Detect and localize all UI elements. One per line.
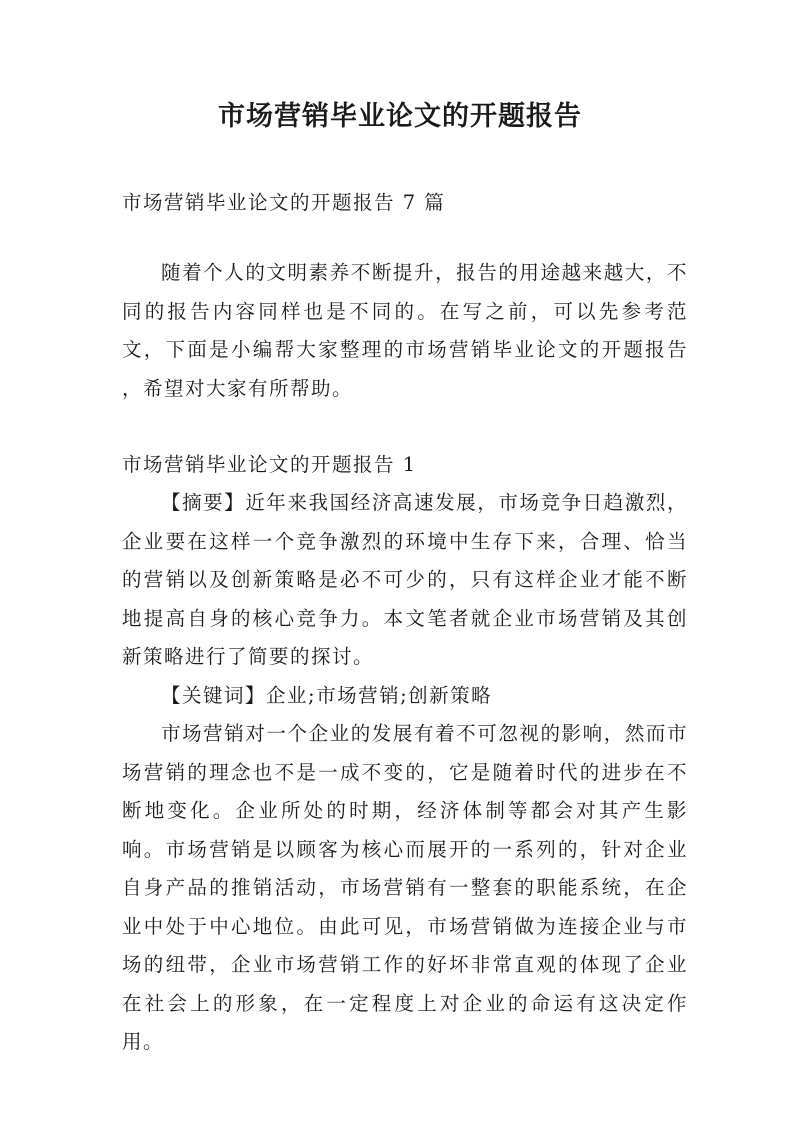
- intro-paragraph: 随着个人的文明素养不断提升，报告的用途越来越大，不同的报告内容同样也是不同的。在写之前，可以先参考范文，下面是小编帮大家整理的市场营销毕业论文的开题报告 ，希望对大家有所帮助。: [122, 261, 688, 400]
- section-heading: 市场营销毕业论文的开题报告 1: [122, 453, 417, 476]
- section-body: [122, 484, 688, 1062]
- body-paragraph: 市场营销对一个企业的发展有着不可忽视的影响，然而市场营销的理念也不是一成不变的，它是随着时代的进步在不断地变化。企业所处的时期，经济体制等都会对其产生影响。市场营销是以顾客为核心而展开的一系列的，针对企业自身产品的推销活动，市场营销有一整套的职能系统，在企业中处于中心地位。由此可见，市场营销做为连接企业与市场的纽带，企业市场营销工作的好坏非常直观的体现了企业在社会上的形象，在一定程度上对企业的命运有这决定作用。: [122, 722, 688, 1053]
- abstract-paragraph: 【摘要】近年来我国经济高速发展，市场竞争日趋激烈，企业要在这样一个竞争激烈的环境中生存下来，合理、恰当的营销以及创新策略是必不可少的，只有这样企业才能不断地提高自身的核心竞争力。本文笔者就企业市场营销及其创新策略进行了简要的探讨。: [122, 491, 688, 668]
- document-subtitle: 市场营销毕业论文的开题报告 7 篇: [122, 191, 446, 214]
- page-title: 市场营销毕业论文的开题报告: [218, 101, 582, 132]
- intro-block: [122, 254, 688, 408]
- keywords-paragraph: 【关键词】企业;市场营销;创新策略: [161, 683, 493, 707]
